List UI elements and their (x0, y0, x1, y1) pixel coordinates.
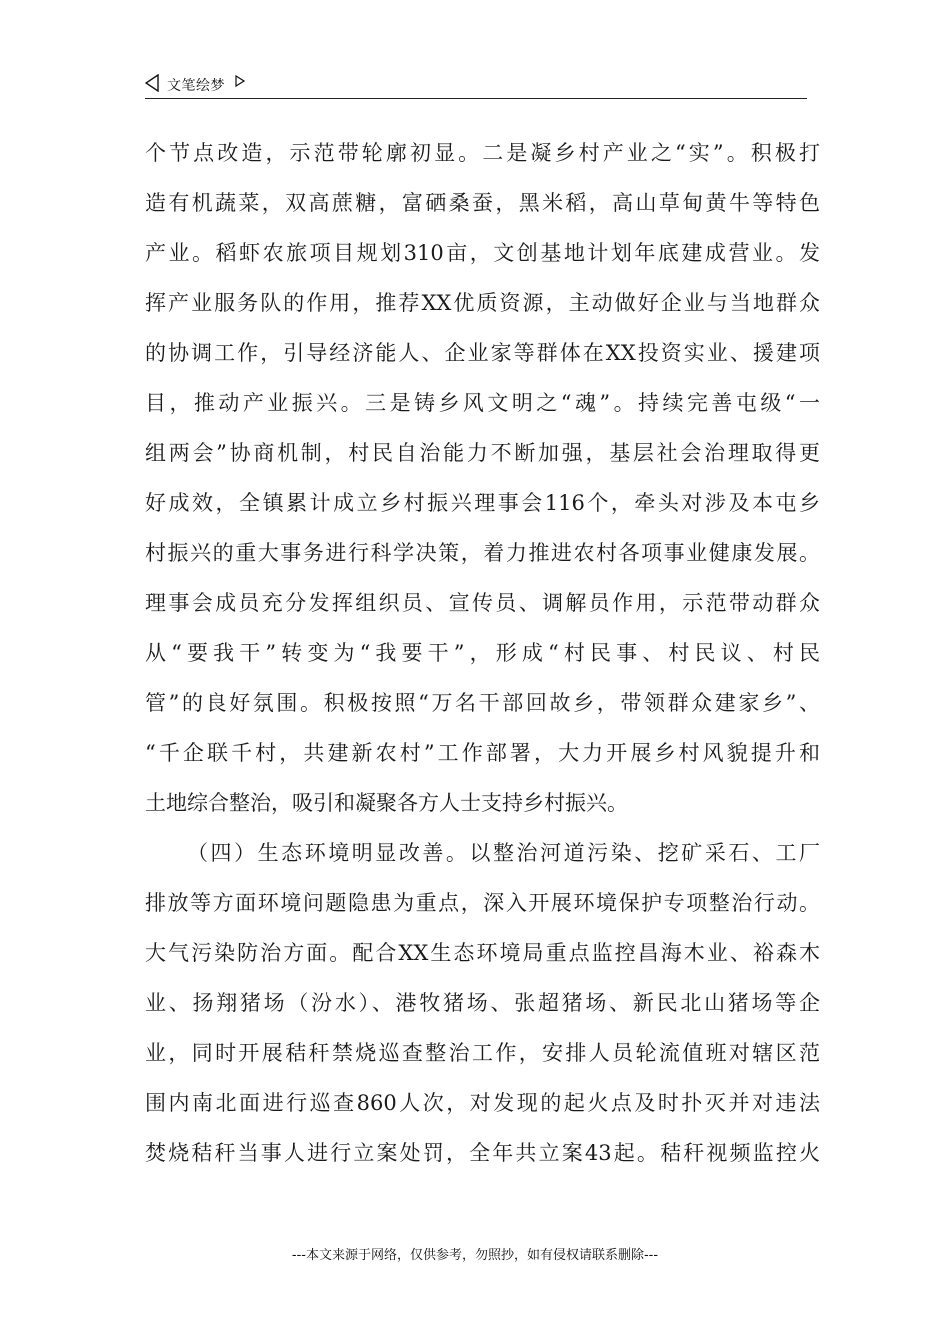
text-line: 产业。稻虾农旅项目规划310亩，文创基地计划年底建成营业。发 (145, 241, 820, 265)
text-line: 从“要我干”转变为“我要干”，形成“村民事、村民议、村民 (145, 641, 820, 665)
text-line: 围内南北面进行巡查860人次，对发现的起火点及时扑灭并对违法 (145, 1091, 820, 1115)
text-line: “千企联千村，共建新农村”工作部署，大力开展乡村风貌提升和 (145, 741, 820, 765)
text-line: 村振兴的重大事务进行科学决策，着力推进农村各项事业健康发展。 (145, 541, 820, 565)
paragraph-1 (145, 128, 820, 828)
text-line: 造有机蔬菜，双高蔗糖，富硒桑蚕，黑米稻，高山草甸黄牛等特色 (145, 191, 820, 215)
left-triangle-icon (145, 74, 159, 92)
text-line: 焚烧秸秆当事人进行立案处罚，全年共立案43起。秸秆视频监控火 (145, 1141, 820, 1165)
text-line: 好成效，全镇累计成立乡村振兴理事会116个，牵头对涉及本屯乡 (145, 491, 820, 515)
right-triangle-icon (235, 75, 245, 87)
text-line: 业、扬翔猪场（汾水）、港牧猪场、张超猪场、新民北山猪场等企 (145, 991, 820, 1015)
paragraph-2 (145, 828, 820, 1178)
text-line: 大气污染防治方面。配合XX生态环境局重点监控昌海木业、裕森木 (145, 941, 820, 965)
text-line: 目，推动产业振兴。三是铸乡风文明之“魂”。持续完善屯级“一 (145, 391, 820, 415)
text-line: （四）生态环境明显改善。以整治河道污染、挖矿采石、工厂 (187, 841, 820, 865)
document-body (145, 128, 820, 1178)
text-line: 的协调工作，引导经济能人、企业家等群体在XX投资实业、援建项 (145, 341, 820, 365)
text-line: 土地综合整治，吸引和凝聚各方人士支持乡村振兴。 (145, 791, 628, 815)
disclaimer-footer: ---本文来源于网络，仅供参考，勿照抄，如有侵权请联系删除--- (291, 1248, 659, 1263)
text-line: 理事会成员充分发挥组织员、宣传员、调解员作用，示范带动群众 (145, 591, 820, 615)
text-line: 管”的良好氛围。积极按照“万名干部回故乡，带领群众建家乡”、 (145, 691, 820, 715)
text-line: 业，同时开展秸秆禁烧巡查整治工作，安排人员轮流值班对辖区范 (145, 1041, 820, 1065)
text-line: 组两会”协商机制，村民自治能力不断加强，基层社会治理取得更 (145, 441, 820, 465)
text-line: 个节点改造，示范带轮廓初显。二是凝乡村产业之“实”。积极打 (145, 141, 820, 165)
text-line: 挥产业服务队的作用，推荐XX优质资源，主动做好企业与当地群众 (145, 291, 820, 315)
text-line: 排放等方面环境问题隐患为重点，深入开展环境保护专项整治行动。 (145, 891, 820, 915)
page-header (145, 72, 807, 99)
header-title: 文笔绘梦 (167, 78, 225, 94)
